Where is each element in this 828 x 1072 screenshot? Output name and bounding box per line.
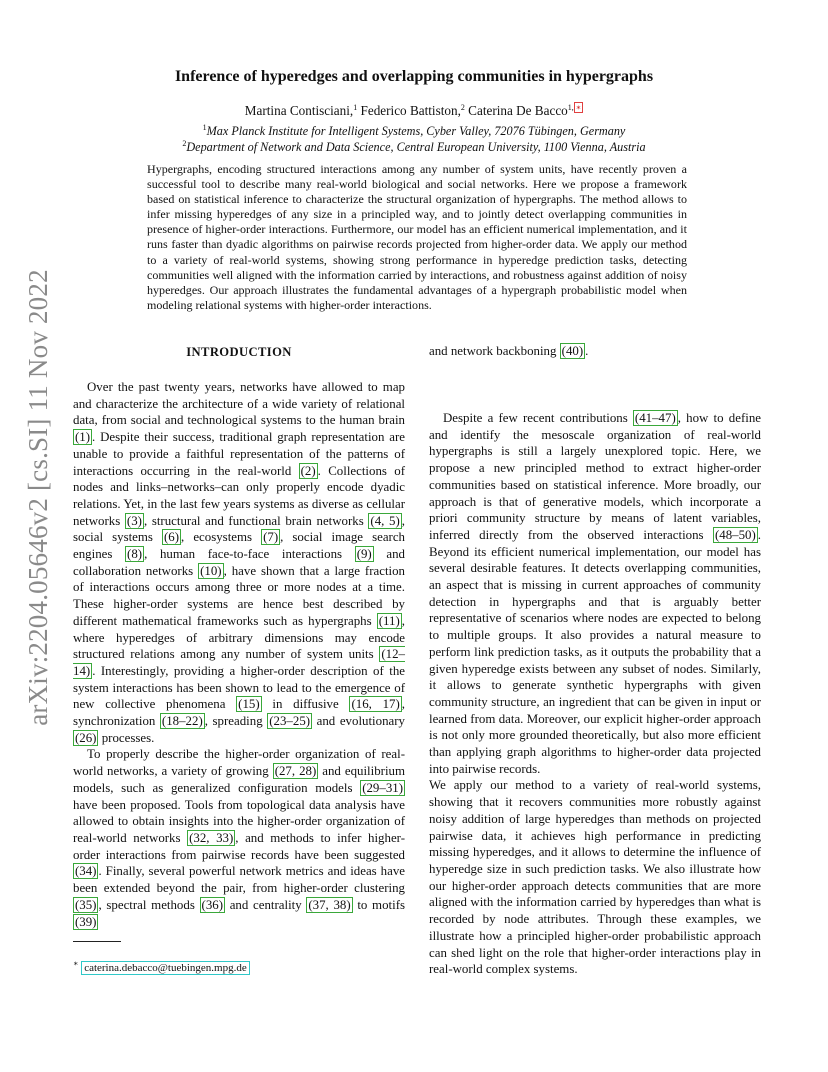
footnote	[73, 959, 250, 974]
citation-link[interactable]: (26)	[75, 730, 97, 745]
footnote-divider	[73, 941, 121, 942]
citation-link[interactable]: (9)	[356, 547, 372, 562]
citation-link[interactable]: (15)	[238, 697, 260, 712]
affiliation-mark: 1	[353, 103, 358, 112]
citation-link[interactable]: (1)	[75, 430, 91, 445]
section-heading: INTRODUCTION	[186, 345, 292, 359]
affiliation-text: Max Planck Institute for Intelligent Systems, Cyber Valley, 72076 Tübingen, Germany	[206, 124, 626, 138]
author-name: Martina Contisciani,	[244, 103, 354, 118]
email-link[interactable]: caterina.debacco@tuebingen.mpg.de	[81, 961, 250, 975]
affiliation-number: 2	[182, 139, 187, 148]
citation-link[interactable]: (23–25)	[269, 714, 311, 729]
author-list	[0, 103, 828, 119]
citation-link[interactable]: (4, 5)	[370, 513, 400, 528]
author-name: Caterina De Bacco	[468, 103, 568, 118]
citation-link[interactable]: (2)	[300, 463, 316, 478]
left-column	[73, 379, 405, 930]
abstract: Hypergraphs, encoding structured interactions among any number of system units, have recently proven a successful tool to describe many real-world biological and social networks. Here we propose a framework based on statistical inference to characterize the structural organization of hypergraphs. The method allows to infer missing hyperedges of any size in a principled way, and to jointly detect overlapping communities in presence of higher-order interactions. Furthermore, our model has an efficient numerical implementation, and it runs faster than dyadic algorithms on pairwise records projected from higher-order data. We apply our method to a variety of real-world systems, showing strong performance in hyperedge prediction tasks, detecting communities well aligned with the information carried by interactions, and robustness against addition of noisy hyperedges. Our approach illustrates the fundamental advantages of a hypergraph probabilistic model when modeling relational systems with higher-order interactions.	[147, 162, 687, 312]
affiliation-1	[0, 124, 828, 139]
citation-link[interactable]: (12–14)	[73, 647, 405, 678]
author-name: Federico Battiston,	[360, 103, 461, 118]
citation-link[interactable]: (36)	[201, 897, 224, 912]
paragraph: We apply our method to a variety of real-world systems, showing that it recovers communities more robustly against noisy addition of large hyperedges than methods on projected pairwise data, it achieves high performance in predicting missing hyperedges, and it allows to determine the influence of hyperedge size in such prediction tasks. We also illustrate how our higher-order approach detects communities that are more aligned with the information carried by hyperedges than what is recorded by node attributes. Through these examples, we illustrate how a principled higher-order probabilistic approach can shed light on the role that higher-order interactions play in real-world complex systems.	[429, 778, 761, 977]
citation-link[interactable]: (27, 28)	[274, 764, 317, 779]
citation-link[interactable]: (11)	[378, 613, 400, 628]
affiliation-mark: 1,	[567, 103, 574, 112]
citation-link[interactable]: (48–50)	[714, 527, 756, 542]
citation-link[interactable]: (6)	[164, 530, 180, 545]
citation-link[interactable]: (7)	[263, 530, 279, 545]
footnote-mark: ∗	[73, 959, 79, 968]
arxiv-identifier	[12, 268, 64, 726]
paragraph: To properly describe the higher-order organization of real-world networks, a variety of growing (27, 28) and equilibrium models, such as generalized configuration models (29–31) have been proposed. Tools from topological data analysis have allowed to obtain insights into the higher-order organization of real-world networks (32, 33) , and methods to infer higher-order interactions from pairwise records have been suggested (34) . Finally, several powerful network metrics and ideas have been extended beyond the pair, from higher-order clustering (35) , spectral methods (36) and centrality (37, 38) to motifs (39)	[73, 747, 405, 929]
paper-title: Inference of hyperedges and overlapping communities in hypergraphs	[174, 68, 654, 85]
citation-link[interactable]: (40)	[561, 344, 584, 358]
arxiv-identifier-text: arXiv:2204.05646v2 [cs.SI] 11 Nov 2022	[22, 268, 53, 726]
citation-link[interactable]: (34)	[75, 864, 97, 879]
right-column-continuation: and network backboning (40) .	[429, 344, 589, 358]
citation-link[interactable]: (3)	[126, 513, 142, 528]
corresponding-author-link[interactable]: ∗	[575, 103, 582, 112]
citation-link[interactable]: (35)	[75, 897, 97, 912]
citation-link[interactable]: (18–22)	[161, 714, 203, 729]
citation-link[interactable]: (10)	[200, 563, 222, 578]
citation-link[interactable]: (16, 17)	[351, 697, 400, 712]
citation-link[interactable]: (41–47)	[634, 411, 676, 425]
citation-link[interactable]: (37, 38)	[308, 897, 351, 912]
affiliation-number: 1	[202, 123, 207, 132]
right-column	[429, 410, 761, 978]
citation-link[interactable]: (39)	[75, 914, 97, 929]
paragraph: Over the past twenty years, networks have allowed to map and characterize the architecture of a wide variety of relational data, from social and technological systems to the human brain (1) . Despite their success, traditional graph representation are unable to provide a faithful representation of the patterns of interactions occurring in the real-world (2) . Collections of nodes and links–networks–can only properly encode dyadic relations. Yet, in the last few years systems as diverse as cellular networks (3) , structural and functional brain networks (4, 5) , social systems (6) , ecosystems (7) , social image search engines (8) , human face-to-face interactions (9) and collaboration networks (10) , have shown that a large fraction of interactions occurs among three or more nodes at a time. These higher-order systems are hence best described by different mathematical frameworks such as hypergraphs (11) , where hyperedges of arbitrary dimensions may encode structured relations among any number of system units (12–14) . Interestingly, providing a higher-order description of the system interactions has been shown to lead to the emergence of new collective phenomena (15) in diffusive (16, 17) , synchronization (18–22) , spreading (23–25) and evolutionary (26) processes.	[73, 380, 406, 745]
paragraph: Despite a few recent contributions (41–47) , how to define and identify the mesoscale organization of real-world hypergraphs is still a largely unexplored topic. Here, we propose a new principled method to extract higher-order communities based on statistical inference. More broadly, our approach is that of generative models, which incorporate a priori community structure by means of latent variables, inferred directly from the observed interactions (48–50) . Beyond its efficient numerical implementation, our model has several desirable features. It detects overlapping communities, an aspect that is missing in current approaches of community detection in hypergraphs and that is arguably better representative of scenarios where nodes are expected to belong to multiple groups. It also provides a natural measure to perform link prediction tasks, as it outputs the probability that a given hyperedge exists between any subset of nodes. Similarly, it allows to generate synthetic hypergraphs with given community structure, an ingredient that can be given in input or learned from data. Moreover, our explicit higher-order approach is not only more grounded theoretically, but also more efficient than applying graph algorithms to higher-order data projected into pairwise records.	[429, 411, 761, 776]
affiliation-mark: 2	[460, 103, 465, 112]
citation-link[interactable]: (8)	[127, 547, 143, 562]
affiliation-2	[0, 140, 828, 155]
citation-link[interactable]: (29–31)	[362, 780, 403, 795]
citation-link[interactable]: (32, 33)	[189, 830, 234, 845]
affiliation-text: Department of Network and Data Science, Central European University, 1100 Vienna, Austria	[186, 140, 646, 154]
